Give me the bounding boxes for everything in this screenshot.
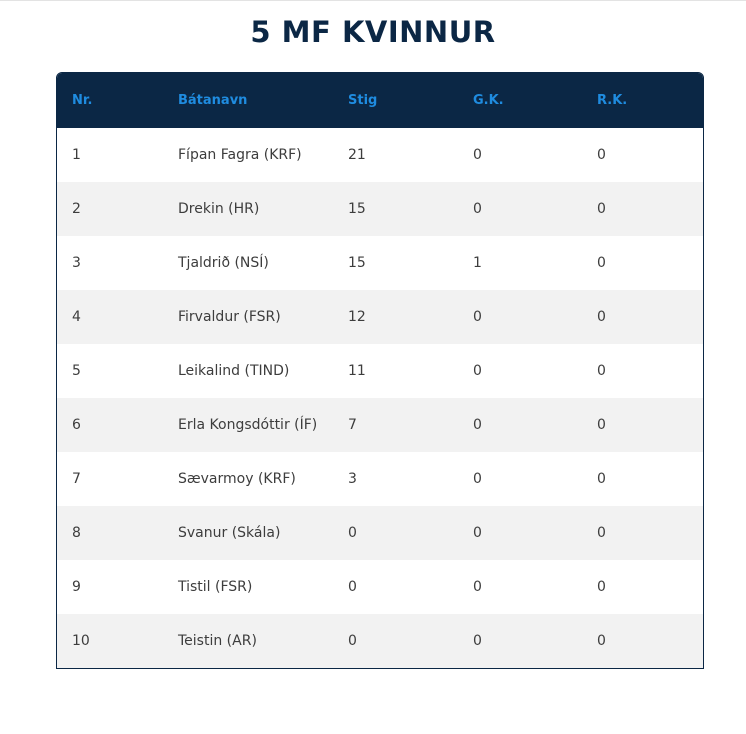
cell-boat-name: Erla Kongsdóttir (ÍF) [178,417,318,433]
cell-rk: 0 [597,363,606,379]
table-row [57,398,703,452]
cell-rk: 0 [597,633,606,649]
top-divider [0,0,746,1]
cell-gk: 0 [473,579,482,595]
table-header [57,73,703,128]
cell-gk: 0 [473,417,482,433]
table-row [57,560,703,614]
table-header-row [57,73,703,128]
cell-points: 21 [348,147,366,163]
page-title: 5 MF KVINNUR [250,15,496,49]
cell-gk: 0 [473,147,482,163]
cell-rk: 0 [597,201,606,217]
cell-nr: 7 [72,471,81,487]
results-table [57,73,703,668]
cell-rk: 0 [597,309,606,325]
table-row [57,452,703,506]
table-row [57,344,703,398]
table-row [57,614,703,668]
cell-boat-name: Fípan Fagra (KRF) [178,147,302,163]
cell-rk: 0 [597,525,606,541]
cell-points: 12 [348,309,366,325]
header-rk: R.K. [597,93,628,108]
cell-nr: 5 [72,363,81,379]
cell-points: 0 [348,525,357,541]
table-row [57,182,703,236]
cell-nr: 2 [72,201,81,217]
cell-points: 11 [348,363,366,379]
cell-points: 0 [348,633,357,649]
cell-gk: 0 [473,525,482,541]
table-row [57,506,703,560]
cell-gk: 0 [473,471,482,487]
cell-gk: 0 [473,309,482,325]
header-points: Stig [348,93,378,108]
cell-rk: 0 [597,579,606,595]
table-body [57,128,703,668]
cell-points: 15 [348,255,366,271]
cell-boat-name: Teistin (AR) [178,633,257,649]
cell-boat-name: Sævarmoy (KRF) [178,471,296,487]
cell-nr: 3 [72,255,81,271]
cell-points: 0 [348,579,357,595]
cell-rk: 0 [597,471,606,487]
cell-rk: 0 [597,147,606,163]
cell-points: 7 [348,417,357,433]
cell-rk: 0 [597,255,606,271]
results-table-container [56,72,704,669]
cell-gk: 0 [473,201,482,217]
cell-nr: 4 [72,309,81,325]
cell-boat-name: Tjaldrið (NSÍ) [178,255,269,271]
header-gk: G.K. [473,93,504,108]
cell-nr: 9 [72,579,81,595]
cell-gk: 0 [473,363,482,379]
cell-gk: 0 [473,633,482,649]
table-row [57,128,703,182]
cell-boat-name: Tistil (FSR) [178,579,253,595]
cell-nr: 1 [72,147,81,163]
table-row [57,290,703,344]
cell-boat-name: Drekin (HR) [178,201,260,217]
cell-boat-name: Leikalind (TIND) [178,363,290,379]
cell-rk: 0 [597,417,606,433]
cell-nr: 8 [72,525,81,541]
cell-points: 15 [348,201,366,217]
table-row [57,236,703,290]
cell-nr: 10 [72,633,90,649]
cell-nr: 6 [72,417,81,433]
header-boat-name: Bátanavn [178,93,248,108]
cell-boat-name: Firvaldur (FSR) [178,309,281,325]
cell-boat-name: Svanur (Skála) [178,525,281,541]
header-nr: Nr. [72,93,93,108]
cell-points: 3 [348,471,357,487]
cell-gk: 1 [473,255,482,271]
